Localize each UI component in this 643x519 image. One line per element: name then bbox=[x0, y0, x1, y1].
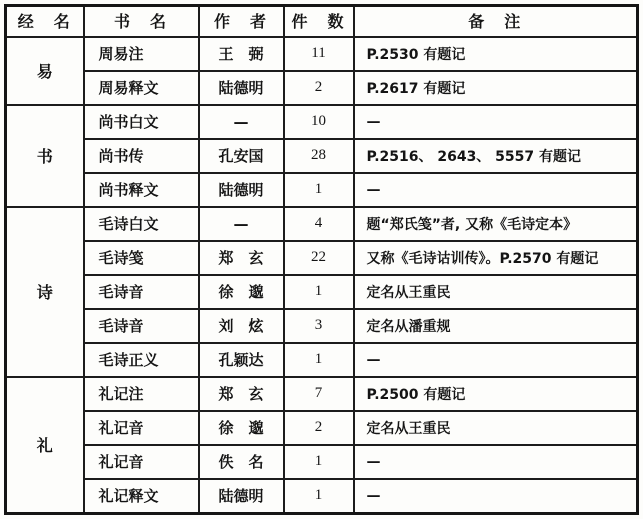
cell-author: 郑 玄 bbox=[199, 377, 284, 411]
cell-author: 刘 炫 bbox=[199, 309, 284, 343]
cell-book-title: 毛诗音 bbox=[84, 275, 199, 309]
table-row bbox=[6, 479, 638, 514]
cell-book-title: 毛诗正义 bbox=[84, 343, 199, 377]
cell-item-count: 11 bbox=[284, 37, 354, 71]
cell-item-count: 7 bbox=[284, 377, 354, 411]
cell-author: 孔安国 bbox=[199, 139, 284, 173]
cell-author: 孔颖达 bbox=[199, 343, 284, 377]
cell-author: 陆德明 bbox=[199, 479, 284, 514]
header-classic-name: 经 名 bbox=[6, 6, 84, 38]
table-row bbox=[6, 309, 638, 343]
cell-classic-name: 礼 bbox=[6, 377, 84, 514]
cell-note: P.2500 有题记 bbox=[354, 377, 638, 411]
table-row bbox=[6, 71, 638, 105]
cell-book-title: 毛诗白文 bbox=[84, 207, 199, 241]
cell-book-title: 礼记释文 bbox=[84, 479, 199, 514]
table-body bbox=[6, 37, 638, 514]
cell-book-title: 尚书传 bbox=[84, 139, 199, 173]
cell-item-count: 1 bbox=[284, 275, 354, 309]
cell-book-title: 周易释文 bbox=[84, 71, 199, 105]
cell-note: P.2617 有题记 bbox=[354, 71, 638, 105]
cell-author: — bbox=[199, 207, 284, 241]
cell-book-title: 礼记音 bbox=[84, 411, 199, 445]
table-row bbox=[6, 139, 638, 173]
cell-note: P.2516、 2643、 5557 有题记 bbox=[354, 139, 638, 173]
header-row bbox=[6, 6, 638, 38]
cell-note: — bbox=[354, 479, 638, 514]
table-row bbox=[6, 411, 638, 445]
cell-note: P.2530 有题记 bbox=[354, 37, 638, 71]
cell-note: 定名从王重民 bbox=[354, 411, 638, 445]
cell-item-count: 4 bbox=[284, 207, 354, 241]
cell-note: 定名从潘重规 bbox=[354, 309, 638, 343]
cell-author: 陆德明 bbox=[199, 173, 284, 207]
cell-note: 定名从王重民 bbox=[354, 275, 638, 309]
cell-item-count: 3 bbox=[284, 309, 354, 343]
cell-item-count: 1 bbox=[284, 173, 354, 207]
manuscript-bibliography-table bbox=[4, 4, 639, 515]
table-row bbox=[6, 275, 638, 309]
cell-note: — bbox=[354, 105, 638, 139]
cell-book-title: 礼记音 bbox=[84, 445, 199, 479]
cell-item-count: 2 bbox=[284, 411, 354, 445]
cell-classic-name: 易 bbox=[6, 37, 84, 105]
cell-book-title: 毛诗笺 bbox=[84, 241, 199, 275]
cell-item-count: 22 bbox=[284, 241, 354, 275]
cell-item-count: 1 bbox=[284, 479, 354, 514]
cell-book-title: 毛诗音 bbox=[84, 309, 199, 343]
table-row bbox=[6, 37, 638, 71]
cell-book-title: 周易注 bbox=[84, 37, 199, 71]
table-row bbox=[6, 343, 638, 377]
table-row bbox=[6, 241, 638, 275]
cell-item-count: 1 bbox=[284, 445, 354, 479]
cell-note: — bbox=[354, 173, 638, 207]
table-row bbox=[6, 105, 638, 139]
cell-classic-name: 诗 bbox=[6, 207, 84, 377]
table-row bbox=[6, 207, 638, 241]
cell-book-title: 尚书释文 bbox=[84, 173, 199, 207]
cell-note: 又称《毛诗诂训传》。P.2570 有题记 bbox=[354, 241, 638, 275]
table-row bbox=[6, 173, 638, 207]
cell-item-count: 28 bbox=[284, 139, 354, 173]
cell-author: 王 弼 bbox=[199, 37, 284, 71]
cell-author: — bbox=[199, 105, 284, 139]
cell-item-count: 2 bbox=[284, 71, 354, 105]
header-item-count: 件 数 bbox=[284, 6, 354, 38]
table-row bbox=[6, 377, 638, 411]
cell-note: 题“郑氏笺”者, 又称《毛诗定本》 bbox=[354, 207, 638, 241]
header-author: 作 者 bbox=[199, 6, 284, 38]
cell-author: 陆德明 bbox=[199, 71, 284, 105]
cell-note: — bbox=[354, 445, 638, 479]
cell-author: 佚 名 bbox=[199, 445, 284, 479]
cell-book-title: 礼记注 bbox=[84, 377, 199, 411]
cell-item-count: 10 bbox=[284, 105, 354, 139]
table-row bbox=[6, 445, 638, 479]
cell-book-title: 尚书白文 bbox=[84, 105, 199, 139]
cell-classic-name: 书 bbox=[6, 105, 84, 207]
cell-author: 徐 邈 bbox=[199, 411, 284, 445]
header-notes: 备 注 bbox=[354, 6, 638, 38]
cell-author: 郑 玄 bbox=[199, 241, 284, 275]
header-book-title: 书 名 bbox=[84, 6, 199, 38]
cell-author: 徐 邈 bbox=[199, 275, 284, 309]
cell-note: — bbox=[354, 343, 638, 377]
cell-item-count: 1 bbox=[284, 343, 354, 377]
